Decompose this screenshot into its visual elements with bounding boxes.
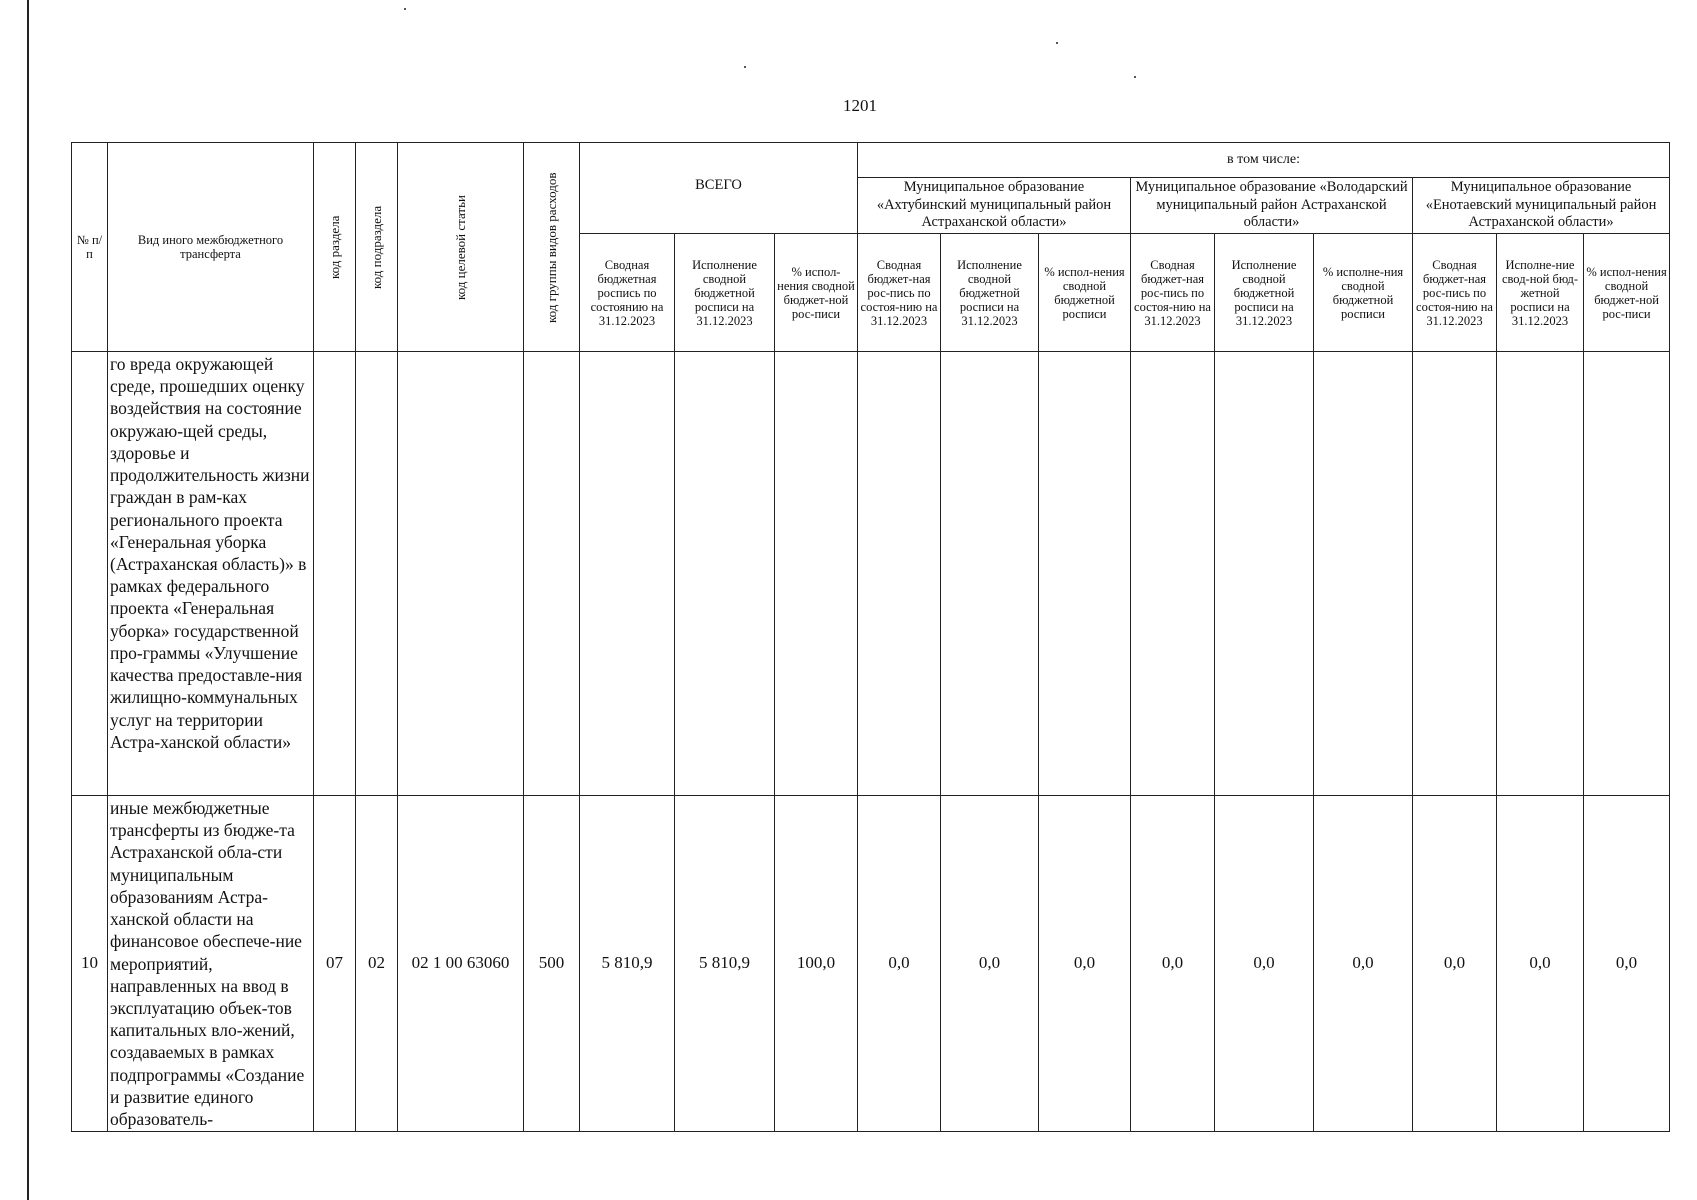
volodarsky-exec-value: 0,0 <box>1215 796 1314 1132</box>
volodarsky-percent-value <box>1314 352 1413 796</box>
akhtubinsky-plan-header: Сводная бюджет-ная рос-пись по состоя-нию на 31.12.2023 <box>858 234 941 352</box>
total-percent-header: % испол-нения сводной бюджет-ной рос-писи <box>775 234 858 352</box>
col-expense-group-header: код группы видов расходов <box>524 143 580 352</box>
enotaevsky-plan-value: 0,0 <box>1413 796 1497 1132</box>
scan-speck <box>1056 42 1058 44</box>
including-header: в том числе: <box>858 143 1670 178</box>
expense-group-code <box>524 352 580 796</box>
enotaevsky-percent-value: 0,0 <box>1584 796 1670 1132</box>
scan-speck <box>744 66 746 68</box>
volodarsky-plan-value <box>1131 352 1215 796</box>
akhtubinsky-plan-value: 0,0 <box>858 796 941 1132</box>
section-code <box>314 352 356 796</box>
volodarsky-exec-header: Исполнение сводной бюджетной росписи на 31.12.2023 <box>1215 234 1314 352</box>
row-number <box>72 352 108 796</box>
col-type-header: Вид иного межбюджетного трансферта <box>108 143 314 352</box>
enotaevsky-exec-header: Исполне-ние свод-ной бюд-жетной росписи на 31.12.2023 <box>1497 234 1584 352</box>
total-plan-value: 5 810,9 <box>580 796 675 1132</box>
col-num-header: № п/п <box>72 143 108 352</box>
total-plan-value <box>580 352 675 796</box>
volodarsky-percent-value: 0,0 <box>1314 796 1413 1132</box>
transfer-description: го вреда окружающей среде, прошедших оценку воздействия на состояние окружаю-щей среды, здоровье и продолжительность жизни граждан в рам-ках регионального проекта «Генеральная уборка (Астраханская область)» в рамках федерального проекта «Генеральная уборка» государственной про-граммы «Улучшение качества предоставле-ния жилищно-коммунальных услуг на территории Астра-ханской области» <box>108 352 314 796</box>
total-exec-value <box>675 352 775 796</box>
volodarsky-plan-value: 0,0 <box>1131 796 1215 1132</box>
target-code <box>398 352 524 796</box>
subsection-code <box>356 352 398 796</box>
municipality-enotaevsky: Муниципальное образование «Енотаевский муниципальный район Астраханской области» <box>1413 178 1670 234</box>
enotaevsky-exec-value: 0,0 <box>1497 796 1584 1132</box>
enotaevsky-percent-header: % испол-нения сводной бюджет-ной рос-писи <box>1584 234 1670 352</box>
akhtubinsky-exec-header: Исполнение сводной бюджетной росписи на 31.12.2023 <box>941 234 1039 352</box>
scan-edge-line <box>27 0 29 1200</box>
enotaevsky-plan-value <box>1413 352 1497 796</box>
total-exec-value: 5 810,9 <box>675 796 775 1132</box>
page-number: 1201 <box>843 96 877 115</box>
scan-speck <box>1134 76 1136 78</box>
akhtubinsky-exec-value <box>941 352 1039 796</box>
akhtubinsky-percent-header: % испол-нения сводной бюджетной росписи <box>1039 234 1131 352</box>
target-code: 02 1 00 63060 <box>398 796 524 1132</box>
enotaevsky-plan-header: Сводная бюджет-ная рос-пись по состоя-нию на 31.12.2023 <box>1413 234 1497 352</box>
enotaevsky-exec-value <box>1497 352 1584 796</box>
volodarsky-percent-header: % исполне-ния сводной бюджетной росписи <box>1314 234 1413 352</box>
table-row <box>72 796 1670 1132</box>
total-percent-value: 100,0 <box>775 796 858 1132</box>
akhtubinsky-plan-value <box>858 352 941 796</box>
total-header: ВСЕГО <box>580 143 858 234</box>
col-section-code-header: код раздела <box>314 143 356 352</box>
col-target-code-header: код целевой статьи <box>398 143 524 352</box>
col-subsection-code-header: код подраздела <box>356 143 398 352</box>
total-plan-header: Сводная бюджетная роспись по состоянию на 31.12.2023 <box>580 234 675 352</box>
subsection-code: 02 <box>356 796 398 1132</box>
row-number: 10 <box>72 796 108 1132</box>
expense-group-code: 500 <box>524 796 580 1132</box>
table-row <box>72 352 1670 796</box>
municipality-akhtubinsky: Муниципальное образование «Ахтубинский муниципальный район Астраханской области» <box>858 178 1131 234</box>
akhtubinsky-percent-value: 0,0 <box>1039 796 1131 1132</box>
volodarsky-plan-header: Сводная бюджет-ная рос-пись по состоя-нию на 31.12.2023 <box>1131 234 1215 352</box>
akhtubinsky-exec-value: 0,0 <box>941 796 1039 1132</box>
total-exec-header: Исполнение сводной бюджетной росписи на 31.12.2023 <box>675 234 775 352</box>
akhtubinsky-percent-value <box>1039 352 1131 796</box>
section-code: 07 <box>314 796 356 1132</box>
volodarsky-exec-value <box>1215 352 1314 796</box>
transfer-description: иные межбюджетные трансферты из бюдже-та Астраханской обла-сти муниципальным образованиям Астра-ханской области на финансовое обеспече-ние мероприятий, направленных на ввод в эксплуатацию объек-тов капитальных вло-жений, создаваемых в рамках подпрограммы «Создание и развитие единого образователь- <box>108 796 314 1132</box>
scan-speck <box>404 8 406 10</box>
transfers-table <box>71 142 1670 1132</box>
total-percent-value <box>775 352 858 796</box>
enotaevsky-percent-value <box>1584 352 1670 796</box>
municipality-volodarsky: Муниципальное образование «Володарский муниципальный район Астраханской области» <box>1131 178 1413 234</box>
